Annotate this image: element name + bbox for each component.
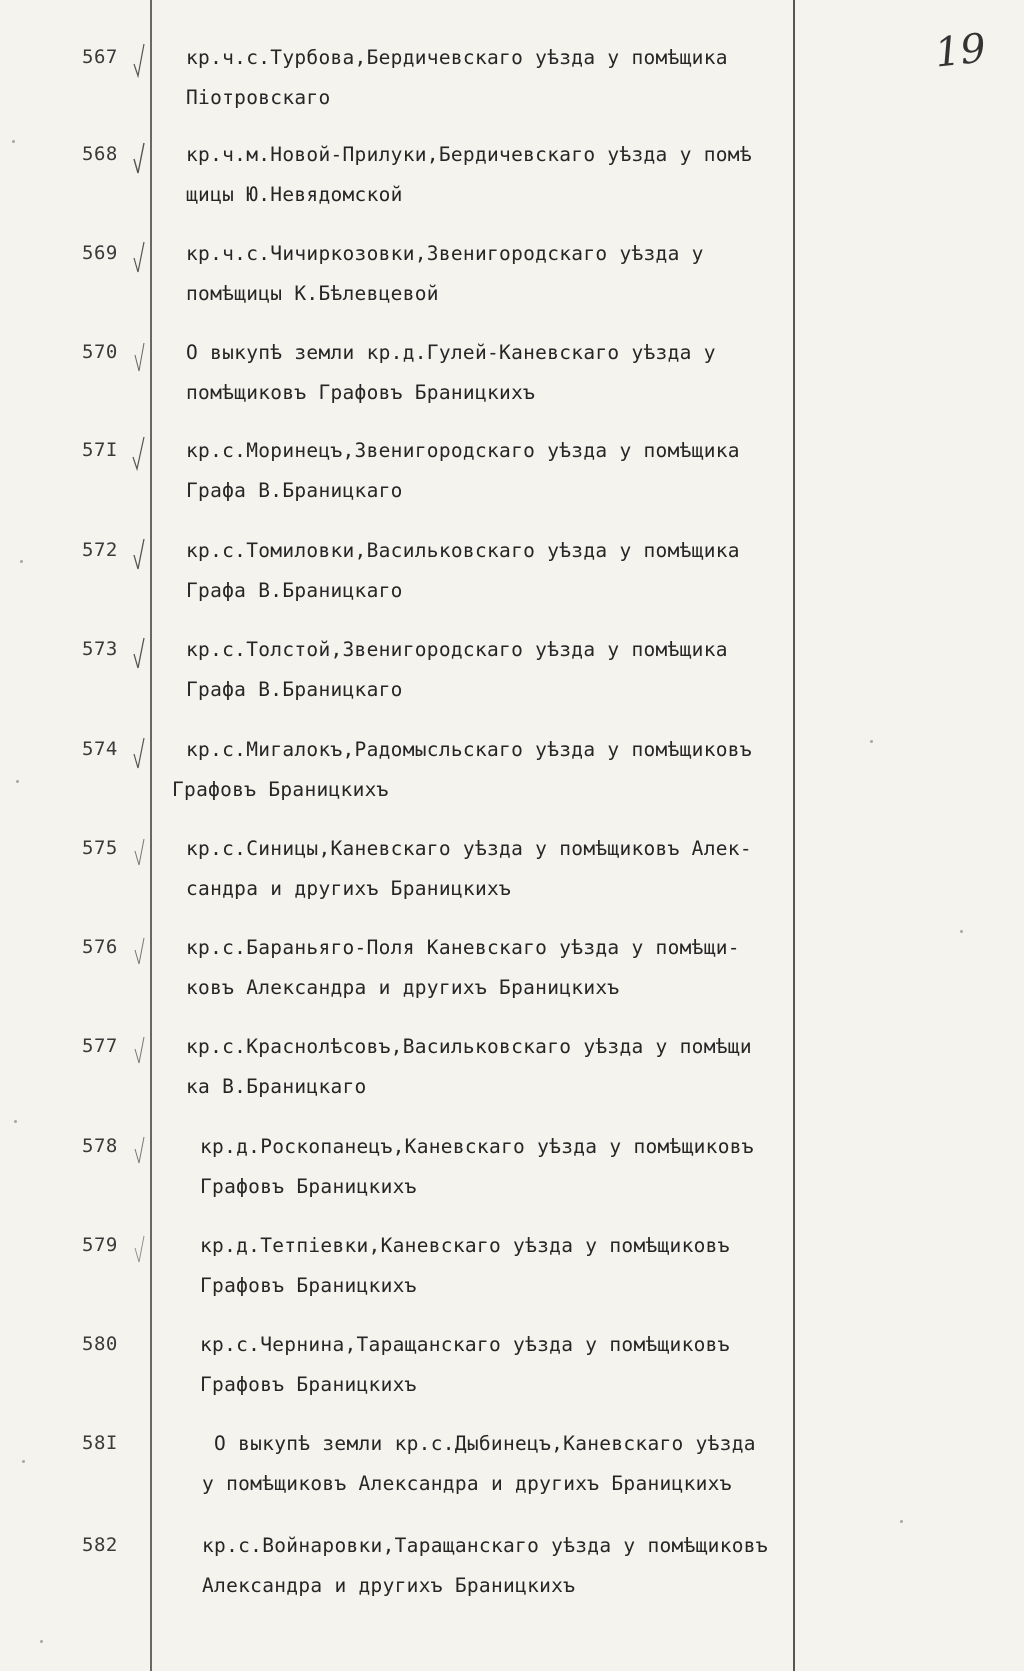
entry-text-line: Піотровскаго xyxy=(186,86,331,109)
entry-text-line: О выкупѣ земли кр.д.Гулей-Каневскаго уѣзда у xyxy=(186,341,716,364)
entry-number: 574 xyxy=(82,738,118,760)
entry-number: 578 xyxy=(82,1135,118,1157)
entry-text-line: кр.с.Синицы,Каневскаго уѣзда у помѣщиковъ Алек- xyxy=(186,837,752,860)
entry-number: 579 xyxy=(82,1234,118,1256)
scan-speck xyxy=(40,1640,43,1643)
entry-568 xyxy=(0,137,1024,227)
entry-number: 575 xyxy=(82,837,118,859)
entry-text-line: Графа В.Браницкаго xyxy=(186,579,403,602)
check-mark-icon xyxy=(132,932,146,968)
entry-text-line: кр.д.Тетпіевки,Каневскаго уѣзда у помѣщиковъ xyxy=(200,1234,730,1257)
entry-text-line: ка В.Браницкаго xyxy=(186,1075,367,1098)
entry-text-line: помѣщиковъ Графовъ Браницкихъ xyxy=(186,381,536,404)
scan-speck xyxy=(16,780,19,783)
entry-text-line: Графа В.Браницкаго xyxy=(186,678,403,701)
entry-text-line: кр.с.Толстой,Звенигородскаго уѣзда у помѣщика xyxy=(186,638,728,661)
entry-text-line: кр.с.Моринецъ,Звенигородскаго уѣзда у помѣщика xyxy=(186,439,740,462)
entry-575 xyxy=(0,831,1024,921)
entry-text-line: кр.с.Томиловки,Васильковскаго уѣзда у помѣщика xyxy=(186,539,740,562)
entry-text-line: Графовъ Браницкихъ xyxy=(200,1373,417,1396)
entry-582 xyxy=(0,1528,1024,1618)
entry-578 xyxy=(0,1129,1024,1219)
entry-text-line: Графовъ Браницкихъ xyxy=(200,1274,417,1297)
entry-572 xyxy=(0,533,1024,623)
check-mark-icon xyxy=(132,833,146,869)
entry-number: 577 xyxy=(82,1035,118,1057)
scan-speck xyxy=(22,1460,25,1463)
entry-573 xyxy=(0,632,1024,722)
entry-576 xyxy=(0,930,1024,1020)
entry-text-line: кр.с.Чернина,Таращанскаго уѣзда у помѣщиковъ xyxy=(200,1333,730,1356)
entry-number: 58I xyxy=(82,1432,118,1454)
scan-speck xyxy=(12,140,15,143)
check-mark-icon xyxy=(132,1131,146,1167)
entry-number: 569 xyxy=(82,242,118,264)
entry-574 xyxy=(0,732,1024,822)
entry-number: 568 xyxy=(82,143,118,165)
check-mark-icon xyxy=(132,1031,146,1067)
entry-text-line: Графовъ Браницкихъ xyxy=(200,1175,417,1198)
entry-number: 567 xyxy=(82,46,118,68)
entry-text-line: Графа В.Браницкаго xyxy=(186,479,403,502)
check-mark-icon xyxy=(132,1230,146,1266)
entry-text-line: у помѣщиковъ Александра и другихъ Браницкихъ xyxy=(202,1472,732,1495)
entry-text-line: Александра и другихъ Браницкихъ xyxy=(202,1574,576,1597)
entry-text-line: сандра и другихъ Браницкихъ xyxy=(186,877,512,900)
check-mark-icon xyxy=(132,42,146,78)
entry-569 xyxy=(0,236,1024,326)
check-mark-icon xyxy=(132,337,146,373)
check-mark-icon xyxy=(132,634,146,670)
entry-text-line: кр.с.Бараньяго-Поля Каневскаго уѣзда у помѣщи- xyxy=(186,936,740,959)
entry-text-line: щицы Ю.Невядомской xyxy=(186,183,403,206)
scan-speck xyxy=(14,1120,17,1123)
entry-number: 582 xyxy=(82,1534,118,1556)
entry-text-line: кр.ч.м.Новой-Прилуки,Бердичевскаго уѣзда у помѣ xyxy=(186,143,752,166)
check-mark-icon xyxy=(132,238,146,274)
entry-number: 580 xyxy=(82,1333,118,1355)
entry-text-line: кр.с.Войнаровки,Таращанскаго уѣзда у помѣщиковъ xyxy=(202,1534,768,1557)
entry-number: 570 xyxy=(82,341,118,363)
entry-579 xyxy=(0,1228,1024,1318)
entry-581 xyxy=(0,1426,1024,1516)
entry-567 xyxy=(0,40,1024,130)
folio-number: 19 xyxy=(932,25,989,77)
entry-text-line: Графовъ Браницкихъ xyxy=(172,778,389,801)
check-mark-icon xyxy=(132,139,146,175)
check-mark-icon xyxy=(132,535,146,571)
entry-text-line: О выкупѣ земли кр.с.Дыбинецъ,Каневскаго уѣзда xyxy=(214,1432,756,1455)
entry-text-line: кр.ч.с.Турбова,Бердичевскаго уѣзда у помѣщика xyxy=(186,46,728,69)
entry-text-line: кр.ч.с.Чичиркозовки,Звенигородскаго уѣзда у xyxy=(186,242,704,265)
entry-text-line: кр.д.Роскопанецъ,Каневскаго уѣзда у помѣщиковъ xyxy=(200,1135,754,1158)
entry-text-line: помѣщицы К.Бѣлевцевой xyxy=(186,282,439,305)
scan-speck xyxy=(20,560,23,563)
entry-571 xyxy=(0,433,1024,523)
entry-577 xyxy=(0,1029,1024,1119)
entry-text-line: кр.с.Краснолѣсовъ,Васильковскаго уѣзда у помѣщи xyxy=(186,1035,752,1058)
entry-580 xyxy=(0,1327,1024,1417)
check-mark-icon xyxy=(132,734,146,770)
entry-number: 576 xyxy=(82,936,118,958)
scan-speck xyxy=(900,1520,903,1523)
scan-speck xyxy=(960,930,963,933)
check-mark-icon xyxy=(132,435,146,471)
scan-speck xyxy=(870,740,873,743)
entry-number: 573 xyxy=(82,638,118,660)
entry-570 xyxy=(0,335,1024,425)
entry-text-line: кр.с.Мигалокъ,Радомысльскаго уѣзда у помѣщиковъ xyxy=(186,738,752,761)
entry-number: 572 xyxy=(82,539,118,561)
entry-text-line: ковъ Александра и другихъ Браницкихъ xyxy=(186,976,620,999)
entry-number: 57I xyxy=(82,439,118,461)
